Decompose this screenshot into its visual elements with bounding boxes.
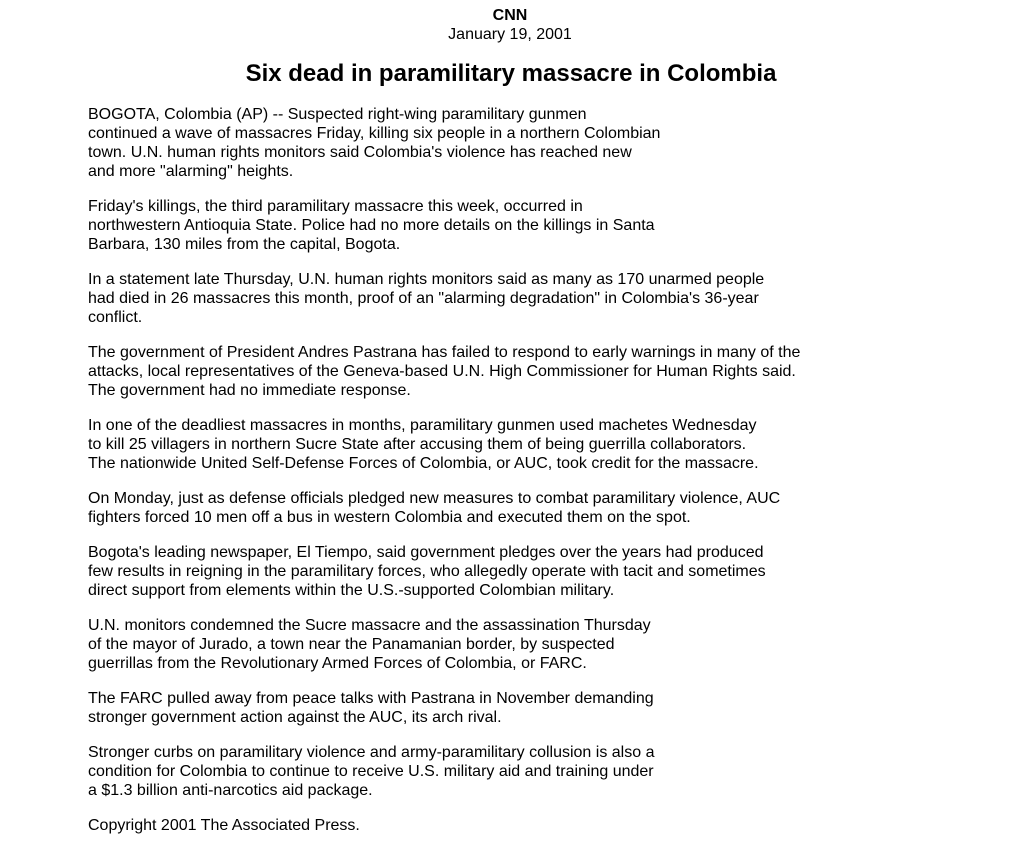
article-paragraph: Stronger curbs on paramilitary violence and army-paramilitary collusion is also a condition for Colombia to continue to receive U.S. military aid and training under a $1.3 billion anti-narcotics aid package. <box>88 744 655 799</box>
article-headline: Six dead in paramilitary massacre in Colombia <box>245 60 777 87</box>
masthead <box>0 6 1020 44</box>
news-source: CNN <box>492 7 528 24</box>
article-paragraph: BOGOTA, Colombia (AP) -- Suspected right-wing paramilitary gunmen continued a wave of massacres Friday, killing six people in a northern Colombian town. U.N. human rights monitors said Colombia's violence has reached new and more "alarming" heights. <box>88 106 661 180</box>
publication-date: January 19, 2001 <box>448 26 572 43</box>
article-paragraph: U.N. monitors condemned the Sucre massacre and the assassination Thursday of the mayor of Jurado, a town near the Panamanian border, by suspected guerrillas from the Revolutionary Armed Forces of Colombia, or FARC. <box>88 617 651 672</box>
article-paragraph: Friday's killings, the third paramilitary massacre this week, occurred in northwestern Antioquia State. Police had no more details on the killings in Santa Barbara, 130 miles from the capital, Bogota. <box>88 198 655 253</box>
article-paragraph: The government of President Andres Pastrana has failed to respond to early warnings in many of the attacks, local representatives of the Geneva-based U.N. High Commissioner for Human Rights said. The government had no immediate response. <box>88 344 801 399</box>
article-paragraph: In a statement late Thursday, U.N. human rights monitors said as many as 170 unarmed people had died in 26 massacres this month, proof of an "alarming degradation" in Colombia's 36-year conflict. <box>88 271 765 326</box>
article-paragraph: On Monday, just as defense officials pledged new measures to combat paramilitary violence, AUC fighters forced 10 men off a bus in western Colombia and executed them on the spot. <box>88 490 781 526</box>
article-paragraph: Bogota's leading newspaper, El Tiempo, said government pledges over the years had produced few results in reigning in the paramilitary forces, who allegedly operate with tacit and sometimes direct support from elements within the U.S.-supported Colombian military. <box>88 544 766 599</box>
article-paragraph: The FARC pulled away from peace talks with Pastrana in November demanding stronger government action against the AUC, its arch rival. <box>88 690 654 726</box>
article-paragraph: In one of the deadliest massacres in months, paramilitary gunmen used machetes Wednesday to kill 25 villagers in northern Sucre State after accusing them of being guerrilla collaborators. The nationwide United Self-Defense Forces of Colombia, or AUC, took credit for the massacre. <box>88 417 759 472</box>
article-body <box>88 105 848 851</box>
copyright-notice: Copyright 2001 The Associated Press. <box>88 817 360 834</box>
